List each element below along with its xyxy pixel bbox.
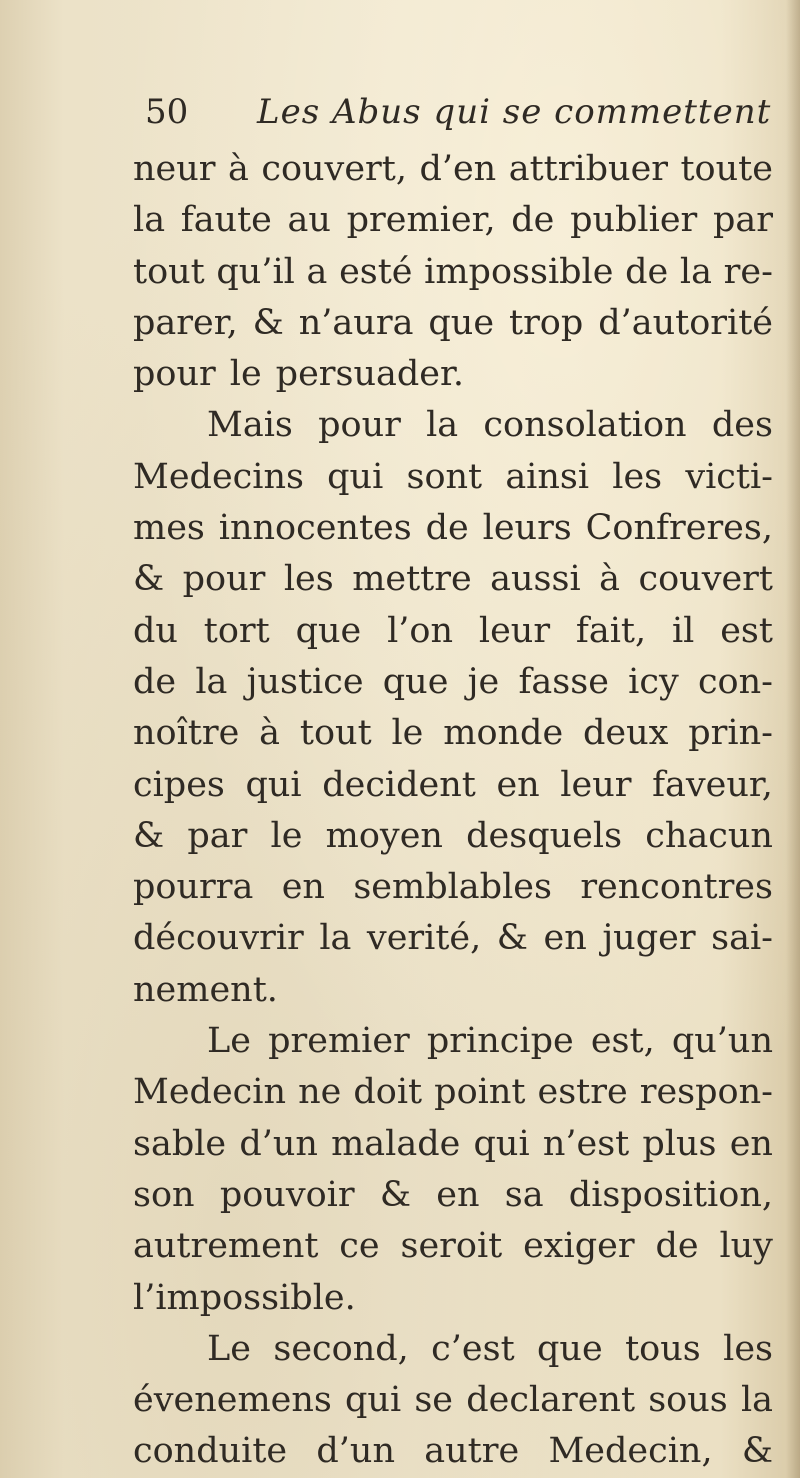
text-line — [133, 247, 773, 298]
word: d’un — [316, 1431, 396, 1472]
word: consolation — [483, 405, 687, 446]
word: se — [414, 1380, 454, 1421]
word: aussi — [490, 559, 581, 600]
page-number: 50 — [145, 92, 189, 132]
word: de — [133, 661, 177, 702]
word: qui — [473, 1123, 530, 1164]
word: seroit — [400, 1226, 503, 1267]
word: trop — [509, 302, 584, 343]
word: de — [511, 200, 555, 241]
word: le — [229, 354, 262, 395]
word: est — [720, 610, 773, 651]
word: que — [537, 1328, 603, 1369]
word: de — [625, 251, 669, 292]
word: découvrir — [133, 918, 304, 959]
word: c’est — [431, 1328, 515, 1369]
word: sous — [648, 1380, 728, 1421]
word: luy — [719, 1226, 773, 1267]
word: Le — [207, 1328, 251, 1369]
word: faute — [180, 200, 272, 241]
word: re- — [723, 251, 773, 292]
text-line — [133, 606, 773, 657]
word: Medecin, — [548, 1431, 713, 1472]
word: juger — [602, 918, 696, 959]
word: impossible — [424, 251, 614, 292]
text-line — [133, 1119, 773, 1170]
word: malade — [331, 1123, 461, 1164]
word: leurs — [482, 508, 572, 549]
word: mes — [133, 508, 205, 549]
word: il — [671, 610, 695, 651]
word: je — [467, 661, 500, 702]
word: decident — [322, 764, 476, 805]
text-line — [133, 1170, 773, 1221]
text-line — [133, 1016, 773, 1067]
word: d’en — [419, 149, 497, 189]
word: pour — [182, 559, 266, 600]
word: & — [133, 815, 165, 856]
word: moyen — [325, 815, 443, 856]
word: évenemens — [133, 1380, 332, 1421]
text-line — [133, 811, 773, 862]
word: d’autorité — [598, 302, 773, 343]
word: noître — [133, 713, 240, 754]
word: point — [434, 1072, 526, 1113]
word: Medecin — [133, 1072, 287, 1113]
word: que — [428, 302, 495, 343]
word: par — [187, 815, 248, 856]
word: leur — [560, 764, 632, 805]
word: la — [133, 200, 166, 241]
word: pourra — [133, 867, 254, 908]
word: que — [382, 661, 449, 702]
word: a — [306, 251, 328, 292]
word: chacun — [645, 815, 773, 856]
word: prin- — [688, 713, 773, 754]
running-title: Les Abus qui se commettent — [257, 92, 772, 132]
text-line — [133, 298, 773, 349]
word: innocentes — [218, 508, 412, 549]
text-line — [133, 965, 773, 1016]
text-line — [133, 195, 773, 246]
word: estre — [537, 1072, 628, 1113]
word: monde — [443, 713, 564, 754]
word: pouvoir — [219, 1174, 355, 1215]
word: les — [283, 559, 334, 600]
text-line — [133, 657, 773, 708]
word: en — [281, 867, 325, 908]
word: en — [729, 1123, 773, 1164]
word: publier — [570, 200, 698, 241]
word: couvert, — [261, 149, 407, 189]
text-line — [133, 1273, 773, 1324]
word: l’impossible. — [133, 1277, 356, 1318]
text-line — [133, 144, 773, 195]
word: verité, — [366, 918, 482, 959]
word: de — [425, 508, 469, 549]
word: le — [391, 713, 424, 754]
text-line — [133, 708, 773, 759]
word: du — [133, 610, 178, 651]
word: des — [711, 405, 773, 446]
word: que — [295, 610, 362, 651]
word: son — [133, 1174, 195, 1215]
word: & — [133, 559, 165, 600]
text-line — [133, 554, 773, 605]
word: justice — [246, 661, 364, 702]
text-line — [133, 913, 773, 964]
word: autre — [424, 1431, 520, 1472]
word: exiger — [523, 1226, 635, 1267]
word: tous — [625, 1328, 701, 1369]
word: sont — [406, 456, 483, 497]
word: & — [741, 1431, 773, 1472]
word: declarent — [466, 1380, 636, 1421]
word: sable — [133, 1123, 227, 1164]
word: ne — [298, 1072, 342, 1113]
text-line — [133, 1221, 773, 1272]
word: second, — [273, 1328, 409, 1369]
word: la — [679, 251, 712, 292]
word: est, — [590, 1021, 655, 1062]
body-text — [133, 144, 773, 1478]
word: la — [740, 1380, 773, 1421]
word: & — [379, 1174, 411, 1215]
word: à — [228, 149, 249, 189]
word: le — [270, 815, 303, 856]
word: icy — [628, 661, 679, 702]
word: disposition, — [568, 1174, 773, 1215]
word: faveur, — [652, 764, 773, 805]
word: deux — [583, 713, 669, 754]
word: ainsi — [505, 456, 590, 497]
word: n’aura — [298, 302, 414, 343]
word: fasse — [518, 661, 609, 702]
word: pour — [133, 354, 216, 395]
word: à — [599, 559, 621, 600]
text-line — [133, 862, 773, 913]
word: victi- — [685, 456, 773, 497]
text-line — [133, 349, 773, 400]
word: doit — [353, 1072, 423, 1113]
page-header — [145, 92, 773, 144]
word: & — [252, 302, 284, 343]
word: en — [496, 764, 540, 805]
word: l’on — [387, 610, 454, 651]
word: qui — [245, 764, 302, 805]
word: premier — [268, 1021, 410, 1062]
word: autrement — [133, 1226, 319, 1267]
word: tout — [133, 251, 205, 292]
word: con- — [697, 661, 773, 702]
word: la — [319, 918, 352, 959]
word: respon- — [639, 1072, 773, 1113]
word: couvert — [638, 559, 773, 600]
word: qui — [327, 456, 384, 497]
word: cipes — [133, 764, 225, 805]
word: tort — [203, 610, 270, 651]
word: les — [612, 456, 663, 497]
word: d’un — [239, 1123, 318, 1164]
word: de — [655, 1226, 699, 1267]
word: nement. — [133, 969, 278, 1010]
word: Confreres, — [585, 508, 773, 549]
word: les — [723, 1328, 773, 1369]
word: la — [426, 405, 459, 446]
text-line — [133, 400, 773, 451]
word: qui — [345, 1380, 402, 1421]
word: principe — [426, 1021, 574, 1062]
word: esté — [339, 251, 413, 292]
word: à — [259, 713, 281, 754]
word: qu’un — [671, 1021, 773, 1062]
word: ce — [339, 1226, 380, 1267]
word: Mais — [207, 405, 293, 446]
word: qu’il — [216, 251, 295, 292]
text-line — [133, 1324, 773, 1375]
word: par — [712, 200, 773, 241]
word: n’est — [542, 1123, 630, 1164]
text-line — [133, 1067, 773, 1118]
text-line — [133, 1375, 773, 1426]
word: attribuer — [508, 149, 669, 189]
word: tout — [299, 713, 372, 754]
word: en — [543, 918, 587, 959]
word: fait, — [575, 610, 647, 651]
word: toute — [680, 149, 773, 189]
word: pour — [318, 405, 401, 446]
text-line — [133, 503, 773, 554]
word: & — [496, 918, 528, 959]
word: rencontres — [580, 867, 773, 908]
text-line — [133, 760, 773, 811]
word: neur — [133, 149, 216, 189]
word: semblables — [353, 867, 552, 908]
word: mettre — [352, 559, 472, 600]
word: au — [287, 200, 331, 241]
text-block — [133, 92, 773, 1478]
word: conduite — [133, 1431, 288, 1472]
word: sa — [504, 1174, 544, 1215]
word: premier, — [346, 200, 496, 241]
word: leur — [478, 610, 551, 651]
word: en — [436, 1174, 480, 1215]
word: Medecins — [133, 456, 304, 497]
word: parer, — [133, 302, 238, 343]
word: desquels — [466, 815, 623, 856]
word: sai- — [711, 918, 773, 959]
word: la — [195, 661, 228, 702]
text-line — [133, 1426, 773, 1477]
word: Le — [207, 1021, 251, 1062]
text-line — [133, 452, 773, 503]
word: persuader. — [275, 354, 465, 395]
word: plus — [642, 1123, 717, 1164]
